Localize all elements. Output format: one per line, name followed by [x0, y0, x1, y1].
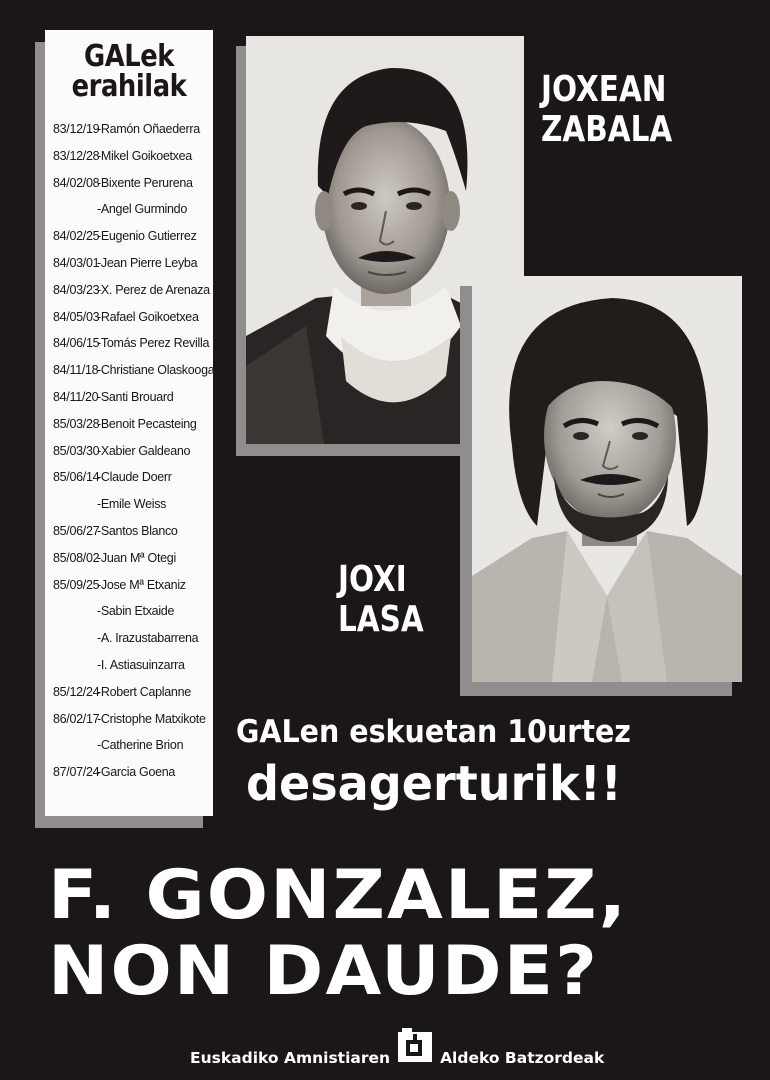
footer: [190, 1040, 604, 1076]
victim-row: [53, 384, 213, 411]
victim-row: [53, 223, 213, 250]
portrait-photo-joxi: [472, 276, 742, 682]
list-title-line1: GALek: [83, 39, 175, 74]
footer-right-text: Aldeko Batzordeak: [440, 1049, 605, 1067]
list-title-line2: erahilak: [71, 69, 187, 104]
victims-list-panel: [45, 30, 213, 816]
question-line1: F. GONZALEZ,: [48, 856, 629, 935]
victim-row: [53, 491, 213, 518]
victim-date: 85/06/14: [53, 470, 100, 485]
victim-date: 85/08/02: [53, 550, 100, 565]
victim-name: -Jean Pierre Leyba: [97, 255, 198, 270]
victim-date: 84/06/15: [53, 336, 100, 351]
victim-row: [53, 759, 213, 786]
victim-date: 85/03/28: [53, 416, 100, 431]
victim-row: [53, 196, 213, 223]
victim-name: -Jose Mª Etxaniz: [97, 577, 186, 592]
victim-date: 85/12/24: [53, 684, 100, 699]
victim-name: -Bixente Perurena: [97, 175, 193, 190]
victim-row: [53, 116, 213, 143]
victim-date: 87/07/24: [53, 765, 100, 780]
organization-logo-icon: [396, 1028, 434, 1064]
victim-row: [53, 652, 213, 679]
victims-list: [45, 116, 213, 786]
victim-date: 85/09/25: [53, 577, 100, 592]
victim-row: [53, 411, 213, 438]
footer-left-text: Euskadiko Amnistiaren: [190, 1049, 391, 1067]
victim-date: 84/03/23: [53, 282, 100, 297]
victim-name: -Rafael Goikoetxea: [97, 309, 199, 324]
victim-row: [53, 277, 213, 304]
victim-name: -Cristophe Matxikote: [97, 711, 206, 726]
headline: desagerturik!!: [246, 756, 622, 812]
victim-date: 84/03/01: [53, 255, 100, 270]
question-line2: NON DAUDE?: [48, 932, 600, 1011]
victim-row: [53, 732, 213, 759]
victim-row: [53, 250, 213, 277]
victim-row: [53, 679, 213, 706]
victim-name: -Ramón Oñaederra: [97, 122, 200, 136]
victim-date: 85/03/30: [53, 443, 100, 458]
victim-row: [53, 357, 213, 384]
name1-first: JOXEAN: [541, 69, 667, 110]
victim-row: [53, 304, 213, 331]
victim-name: -Juan Mª Otegi: [97, 550, 176, 565]
victim-name: -Robert Caplanne: [97, 684, 191, 699]
portrait-image: [472, 276, 742, 682]
victim-name: -Sabin Etxaide: [97, 604, 175, 619]
victim-name: -Mikel Goikoetxea: [97, 148, 192, 163]
victim-row: [53, 330, 213, 357]
victim-date: 84/02/08: [53, 175, 100, 190]
victim-name: -X. Perez de Arenaza: [97, 282, 210, 297]
victim-name: -I. Astiasuinzarra: [97, 657, 185, 672]
victim-name: -Xabier Galdeano: [97, 443, 191, 458]
victim-name: -Santi Brouard: [97, 389, 174, 404]
victim-name: -Garcia Goena: [97, 765, 176, 780]
list-title: [45, 39, 213, 104]
victim-name: -Eugenio Gutierrez: [97, 229, 197, 244]
victim-date: 84/11/20: [53, 389, 99, 404]
victim-name: -Angel Gurmindo: [97, 202, 187, 217]
victim-name: -Benoit Pecasteing: [97, 416, 197, 431]
victim-date: 83/12/28: [53, 148, 100, 163]
name-label-joxi-lasa: [338, 560, 424, 640]
victim-date: 84/02/25: [53, 229, 100, 244]
victim-name: -Santos Blanco: [97, 523, 178, 538]
victim-date: 85/06/27: [53, 523, 100, 538]
victim-name: -Tomás Perez Revilla: [97, 336, 210, 351]
victim-name: -Christiane Olaskooga: [97, 363, 215, 378]
victim-name: -Catherine Brion: [97, 738, 184, 753]
victim-row: [53, 170, 213, 197]
victim-row: [53, 143, 213, 170]
victim-row: [53, 572, 213, 599]
name2-last: LASA: [338, 599, 424, 640]
victim-name: -A. Irazustabarrena: [97, 631, 199, 646]
victim-name: -Emile Weiss: [97, 497, 167, 512]
victim-name: -Claude Doerr: [97, 470, 172, 485]
victim-row: [53, 598, 213, 625]
victim-row: [53, 625, 213, 652]
victim-row: [53, 706, 213, 733]
victim-row: [53, 464, 213, 491]
name1-last: ZABALA: [541, 109, 673, 150]
victim-row: [53, 438, 213, 465]
victim-date: 86/02/17: [53, 711, 100, 726]
victim-row: [53, 545, 213, 572]
victim-date: 84/05/03: [53, 309, 100, 324]
subtitle: GALen eskuetan 10urtez: [236, 714, 631, 750]
victim-row: [53, 518, 213, 545]
victim-date: 83/12/19: [53, 122, 100, 136]
name-label-joxean-zabala: [541, 70, 672, 150]
name2-first: JOXI: [338, 559, 407, 600]
victim-date: 84/11/18: [53, 363, 99, 378]
